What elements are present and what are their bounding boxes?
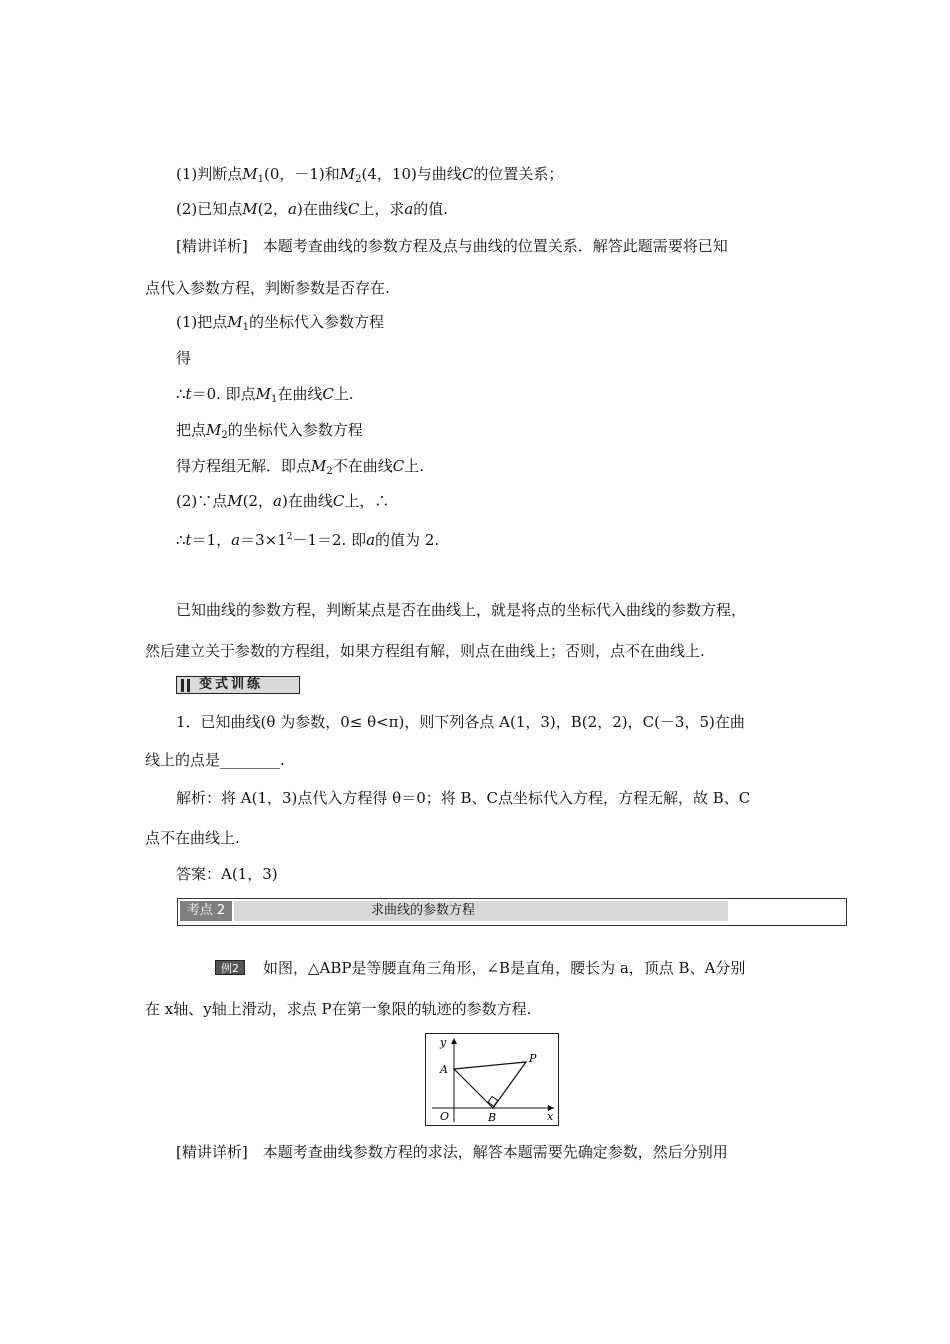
example-line1: 例2 如图，△ABP是等腰直角三角形，∠B是直角，腰长为 a，顶点 B、A分别 — [215, 958, 745, 978]
example-line2: 在 x轴、y轴上滑动，求点 P在第一象限的轨迹的参数方程. — [145, 1000, 532, 1018]
example-badge: 例2 — [215, 960, 245, 975]
answer-line: 答案：A(1，3) — [176, 865, 278, 883]
explanation-line2: 点不在曲线上. — [145, 829, 240, 847]
solution-step-7: ∴t＝1，$a=3\times 1^2-1=2$. 即a的值为 2. — [176, 531, 440, 549]
section-tag: 考点 2 — [180, 901, 232, 921]
solution-step-6: (2)∵点M(2，a)在曲线C上，∴ — [176, 492, 390, 510]
section-title-bar — [234, 901, 728, 921]
triangle-diagram — [426, 1034, 558, 1125]
question1-line2: 线上的点是________. — [145, 751, 285, 769]
label-o: O — [440, 1110, 450, 1123]
banner-bar-left — [181, 679, 184, 692]
analysis2-line1: [精讲详析] 本题考查曲线参数方程的求法，解答本题需要先确定参数，然后分别用 — [176, 1143, 728, 1161]
part1-question: (1)判断点$M_1(0$，－1)和$M_2(4$，10)与曲线C的位置关系； — [176, 165, 564, 185]
analysis-intro-line2: 点代入参数方程，判断参数是否存在. — [145, 279, 390, 297]
label-x: x — [547, 1110, 554, 1123]
summary-line1: 已知曲线的参数方程，判断某点是否在曲线上，就是将点的坐标代入曲线的参数方程， — [176, 601, 747, 619]
solution-step-2: 得 — [176, 349, 192, 367]
practice-banner — [176, 676, 300, 694]
y-axis-arrow — [451, 1038, 457, 1044]
triangle-figure — [425, 1033, 559, 1126]
triangle-abp — [454, 1062, 526, 1108]
section-title: 求曲线的参数方程 — [371, 903, 476, 918]
question1-line1: 1．已知曲线(θ 为参数，0≤ θ<π)，则下列各点 A(1，3)，B(2，2)，C(－3，5)在曲 — [176, 713, 745, 731]
label-p: P — [529, 1052, 537, 1065]
summary-line2: 然后建立关于参数的方程组，如果方程组有解，则点在曲线上；否则，点不在曲线上. — [145, 642, 705, 660]
solution-step-5: 得方程组无解．即点$M_2$不在曲线C上. — [176, 457, 425, 477]
label-y: y — [440, 1036, 447, 1049]
solution-step-1: (1)把点$M_1$的坐标代入参数方程 — [176, 313, 384, 333]
part2-question: (2)已知点M(2，a)在曲线C上，求a的值. — [176, 200, 449, 218]
label-a: A — [440, 1063, 448, 1076]
solution-step-3: ∴t＝0. 即点$M_1$在曲线C上. — [176, 385, 354, 405]
solution-step-4: 把点$M_2$的坐标代入参数方程 — [176, 421, 363, 441]
explanation-line1: 解析：将 A(1，3)点代入方程得 θ＝0；将 B、C点坐标代入方程，方程无解，故 B、C — [176, 789, 751, 807]
label-b: B — [488, 1111, 497, 1124]
analysis-intro-line1: [精讲详析] 本题考查曲线的参数方程及点与曲线的位置关系．解答此题需要将已知 — [176, 237, 728, 255]
practice-banner-label: 变式训练 — [199, 677, 264, 692]
section-header — [177, 898, 847, 926]
banner-bar-right — [187, 679, 190, 692]
